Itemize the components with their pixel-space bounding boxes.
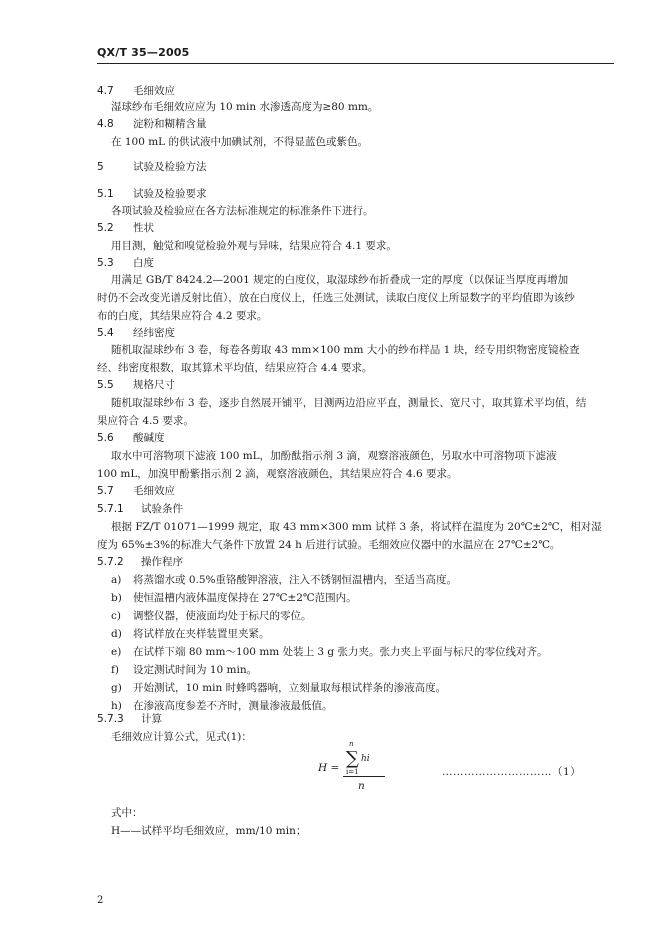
section-number: 5.1 <box>97 188 114 200</box>
sum-symbol: ∑ <box>346 748 359 769</box>
section-heading <box>97 117 207 131</box>
step-label: h) <box>111 700 122 712</box>
section-title: 淀粉和糊精含量 <box>133 118 207 130</box>
paragraph-line: 随机取湿球纱布 3 卷，逐步自然展开铺平，目测两边沿应平直，测量长、宽尺寸，取其算术平均值，结 <box>111 397 587 409</box>
step-label: b) <box>111 592 122 604</box>
section-number: 5.7.3 <box>97 713 124 725</box>
section-title: 酸碱度 <box>133 432 165 444</box>
procedure-step <box>111 627 270 641</box>
denominator: n <box>358 780 365 792</box>
procedure-step <box>111 573 457 587</box>
section-number: 4.7 <box>97 85 114 97</box>
section-heading <box>97 555 183 569</box>
step-label: d) <box>111 628 122 640</box>
section-title: 性状 <box>133 222 154 234</box>
paragraph-line: 经、纬密度根数，取其算术平均值，结果应符合 4.4 要求。 <box>97 362 373 374</box>
fraction-bar <box>343 776 385 777</box>
procedure-step <box>111 591 357 605</box>
section-number: 5.3 <box>97 257 114 269</box>
procedure-step <box>111 699 333 713</box>
section-heading <box>97 712 162 726</box>
where-label: 式中： <box>111 807 143 819</box>
formula-intro: 毛细效应计算公式，见式(1)： <box>111 731 252 743</box>
section-title: 试验及检验要求 <box>133 188 207 200</box>
section-number: 5 <box>97 161 104 173</box>
step-text: 在渗液高度参差不齐时，测量渗液最低值。 <box>133 700 333 712</box>
section-title: 操作程序 <box>141 556 183 568</box>
section-title: 经纬密度 <box>133 327 175 339</box>
page-number: 2 <box>97 895 104 906</box>
section-number: 5.7.1 <box>97 503 124 515</box>
section-title: 毛细效应 <box>133 485 175 497</box>
step-label: f) <box>111 664 119 676</box>
summand: hi <box>361 754 370 764</box>
section-heading <box>97 256 154 270</box>
step-text: 将蒸馏水或 0.5%重铬酸钾溶液，注入不锈钢恒温槽内，至适当高度。 <box>133 574 458 586</box>
section-number: 5.2 <box>97 222 114 234</box>
section-title: 试验及检验方法 <box>133 161 207 173</box>
step-text: 在试样下端 80 mm～100 mm 处装上 3 g 张力夹。张力夹上平面与标尺的零位线对齐。 <box>133 646 548 658</box>
sum-upper-limit: n <box>349 740 354 748</box>
procedure-step <box>111 681 446 695</box>
header-rule <box>97 63 614 64</box>
step-label: e) <box>111 646 122 658</box>
step-label: c) <box>111 610 121 622</box>
formula-lhs: H = <box>318 762 340 774</box>
paragraph-line: 湿球纱布毛细效应应为 10 min 水渗透高度为≥80 mm。 <box>111 101 379 113</box>
step-text: 调整仪器，使液面均处于标尺的零位。 <box>133 610 312 622</box>
paragraph-line: 度为 65%±3%的标准大气条件下放置 24 h 后进行试验。毛细效应仪器中的水温应在 27℃±2℃。 <box>97 539 561 551</box>
paragraph-line: 根据 FZ/T 01071—1999 规定，取 43 mm×300 mm 试样 3 条，将试样在温度为 20℃±2℃，相对湿 <box>111 521 602 533</box>
section-heading <box>97 187 207 201</box>
section-heading <box>97 221 154 235</box>
section-number: 5.5 <box>97 379 114 391</box>
standard-code-header: QX/T 35—2005 <box>97 46 190 59</box>
procedure-step <box>111 609 312 623</box>
section-title: 白度 <box>133 257 154 269</box>
sum-lower-limit: i=1 <box>346 768 359 776</box>
procedure-step <box>111 663 257 677</box>
procedure-step <box>111 645 548 659</box>
section-title: 试验条件 <box>141 503 183 515</box>
step-label: a) <box>111 574 122 586</box>
paragraph-line: 用满足 GB/T 8424.2—2001 规定的白度仪，取湿球纱布折叠成一定的厚度（以保证当厚度再增加 <box>111 274 569 286</box>
paragraph-line: 在 100 mL 的供试液中加碘试剂，不得显蓝色或紫色。 <box>111 136 368 148</box>
paragraph-line: 随机取湿球纱布 3 卷，每卷各剪取 43 mm×100 mm 大小的纱布样品 1 块，经专用织物密度镜检查 <box>111 344 580 356</box>
step-text: 设定测试时间为 10 min。 <box>133 664 258 676</box>
equation-number: …………………………（1） <box>442 766 582 778</box>
step-text: 使恒温槽内液体温度保持在 27℃±2℃范围内。 <box>133 592 357 604</box>
variable-definition: H——试样平均毛细效应，mm/10 min； <box>111 825 307 837</box>
section-number: 5.7 <box>97 485 114 497</box>
section-number: 5.4 <box>97 327 114 339</box>
paragraph-line: 时仍不会改变光谱反射比值），放在白度仪上，任选三处测试，读取白度仪上所显数字的平均值即为该纱 <box>97 292 575 304</box>
section-heading <box>97 326 175 340</box>
step-text: 将试样放在夹样装置里夹紧。 <box>133 628 270 640</box>
section-heading <box>97 84 175 98</box>
paragraph-line: 果应符合 4.5 要求。 <box>97 415 194 427</box>
paragraph-line: 用目测，触觉和嗅觉检验外观与异味，结果应符合 4.1 要求。 <box>111 240 397 252</box>
paragraph-line: 各项试验及检验应在各方法标准规定的标准条件下进行。 <box>111 205 374 217</box>
section-number: 5.7.2 <box>97 556 124 568</box>
section-title: 规格尺寸 <box>133 379 175 391</box>
section-heading <box>97 484 175 498</box>
step-label: g) <box>111 682 122 694</box>
formula-1 <box>318 738 398 798</box>
section-heading <box>97 160 207 174</box>
section-number: 5.6 <box>97 432 114 444</box>
section-heading <box>97 431 165 445</box>
section-number: 4.8 <box>97 118 114 130</box>
section-title: 计算 <box>141 713 162 725</box>
paragraph-line: 取水中可溶物项下滤液 100 mL，加酚酞指示剂 3 滴，观察溶液颜色，另取水中可溶物项下滤液 <box>111 450 557 462</box>
paragraph-line: 布的白度，其结果应符合 4.2 要求。 <box>97 310 268 322</box>
step-text: 开始测试，10 min 时蜂鸣器响，立刻量取每根试样条的渗液高度。 <box>133 682 447 694</box>
section-title: 毛细效应 <box>133 85 175 97</box>
paragraph-line: 100 mL，加溴甲酚紫指示剂 2 滴，观察溶液颜色，其结果应符合 4.6 要求。 <box>97 468 458 480</box>
section-heading <box>97 502 183 516</box>
section-heading <box>97 378 175 392</box>
